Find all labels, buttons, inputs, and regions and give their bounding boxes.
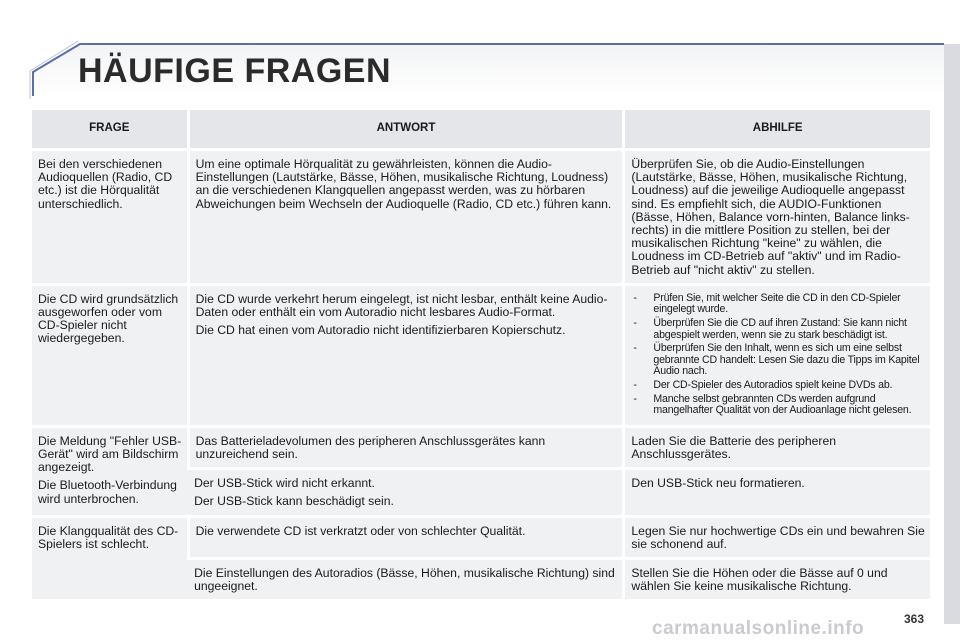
- list-item: - Der CD-Spieler des Autoradios spielt keine DVDs ab.: [631, 380, 926, 392]
- answer-cell: Die Einstellungen des Autoradios (Bässe, Höhen, musikalische Richtung) sind ungeeignet.: [188, 558, 624, 600]
- answer-cell: Die verwendete CD ist verkratzt oder von schlechter Qualität.: [188, 516, 624, 558]
- answer-text: Der USB-Stick wird nicht erkannt.: [194, 476, 375, 491]
- faq-table: [32, 110, 930, 602]
- question-cell: Bei den verschiedenen Audioquellen (Radio, CD etc.) ist die Hörqualität unterschiedlich.: [32, 150, 188, 285]
- list-item: - Überprüfen Sie den Inhalt, wenn es sich um eine selbst gebrannte CD handelt: Lesen Sie dazu die Tipps im Kapitel Audio nach.: [631, 343, 926, 378]
- answer-text: Die CD hat einen vom Autoradio nicht identifizierbaren Kopierschutz.: [195, 323, 566, 338]
- table-header-row: [32, 110, 930, 150]
- answer-cell: [188, 284, 624, 426]
- table-row: [32, 426, 930, 468]
- page-number: 363: [904, 612, 925, 626]
- page-title: HÄUFIGE FRAGEN: [78, 52, 391, 90]
- question-cell: Die CD wird grundsätzlich ausgeworfen oder vom CD-Spieler nicht wiedergegeben.: [32, 284, 188, 426]
- question-cell: Die Klangqualität des CD-Spielers ist schlecht.: [32, 516, 188, 601]
- question-text: Die Meldung "Fehler USB-Gerät" wird am Bildschirm angezeigt.: [38, 433, 182, 475]
- table-row: [32, 516, 930, 558]
- remedy-cell: Legen Sie nur hochwertige CDs ein und bewahren Sie sie schonend auf.: [624, 516, 930, 558]
- answer-cell: [188, 469, 624, 516]
- answer-cell: Das Batterieladevolumen des peripheren Anschlussgerätes kann unzureichend sein.: [188, 426, 624, 468]
- remedy-cell: Laden Sie die Batterie des peripheren Anschlussgerätes.: [624, 426, 930, 468]
- header-answer: ANTWORT: [188, 110, 624, 150]
- watermark: carmanualsonline.info: [652, 618, 865, 639]
- list-item: - Manche selbst gebrannten CDs werden aufgrund mangelhafter Qualität von der Audioanlage nicht gelesen.: [631, 394, 926, 417]
- question-text: Die Bluetooth-Verbindung wird unterbrochen.: [38, 478, 177, 506]
- list-item: - Überprüfen Sie die CD auf ihren Zustand: Sie kann nicht abgespielt werden, wenn sie zu stark beschädigt ist.: [631, 318, 926, 341]
- remedy-list: [631, 293, 926, 417]
- table-row: [32, 150, 930, 285]
- remedy-cell: [624, 284, 930, 426]
- answer-text: Der USB-Stick kann beschädigt sein.: [194, 494, 394, 509]
- remedy-cell: Den USB-Stick neu formatieren.: [624, 469, 930, 516]
- header-remedy: ABHILFE: [624, 110, 930, 150]
- list-item: - Prüfen Sie, mit welcher Seite die CD in den CD-Spieler eingelegt wurde.: [631, 293, 926, 316]
- remedy-cell: Stellen Sie die Höhen oder die Bässe auf 0 und wählen Sie keine musikalische Richtung.: [624, 558, 930, 600]
- question-cell: [32, 426, 188, 516]
- header-question: FRAGE: [32, 110, 188, 150]
- page-edge-strip: [944, 44, 960, 624]
- remedy-cell: Überprüfen Sie, ob die Audio-Einstellungen (Lautstärke, Bässe, Höhen, musikalische Richtung, Loudness) auf die jeweilige Audioquelle angepasst sind. Es empfiehlt sich, die AUDIO-Funktionen (Bässe, Höhen, Balance vorn-hinten, Balance links-rechts) in die mittlere Position zu stellen, bei der musikalischen Richtung "keine" zu wählen, die Loudness im CD-Betrieb auf "aktiv" und im Radio-Betrieb auf "nicht aktiv" zu stellen.: [624, 150, 930, 285]
- answer-text: Die CD wurde verkehrt herum eingelegt, ist nicht lesbar, enthält keine Audio-Daten oder enthält ein vom Autoradio nicht lesbares Audio-Format.: [195, 291, 608, 320]
- table-row: [32, 284, 930, 426]
- answer-cell: Um eine optimale Hörqualität zu gewährleisten, können die Audio-Einstellungen (Lautstärke, Bässe, Höhen, musikalische Richtung, Loudness) an die verschiedenen Klangquellen angepasst werden, was zu hörbaren Abweichungen beim Wechseln der Audioquelle (Radio, CD etc.) führen kann.: [188, 150, 624, 285]
